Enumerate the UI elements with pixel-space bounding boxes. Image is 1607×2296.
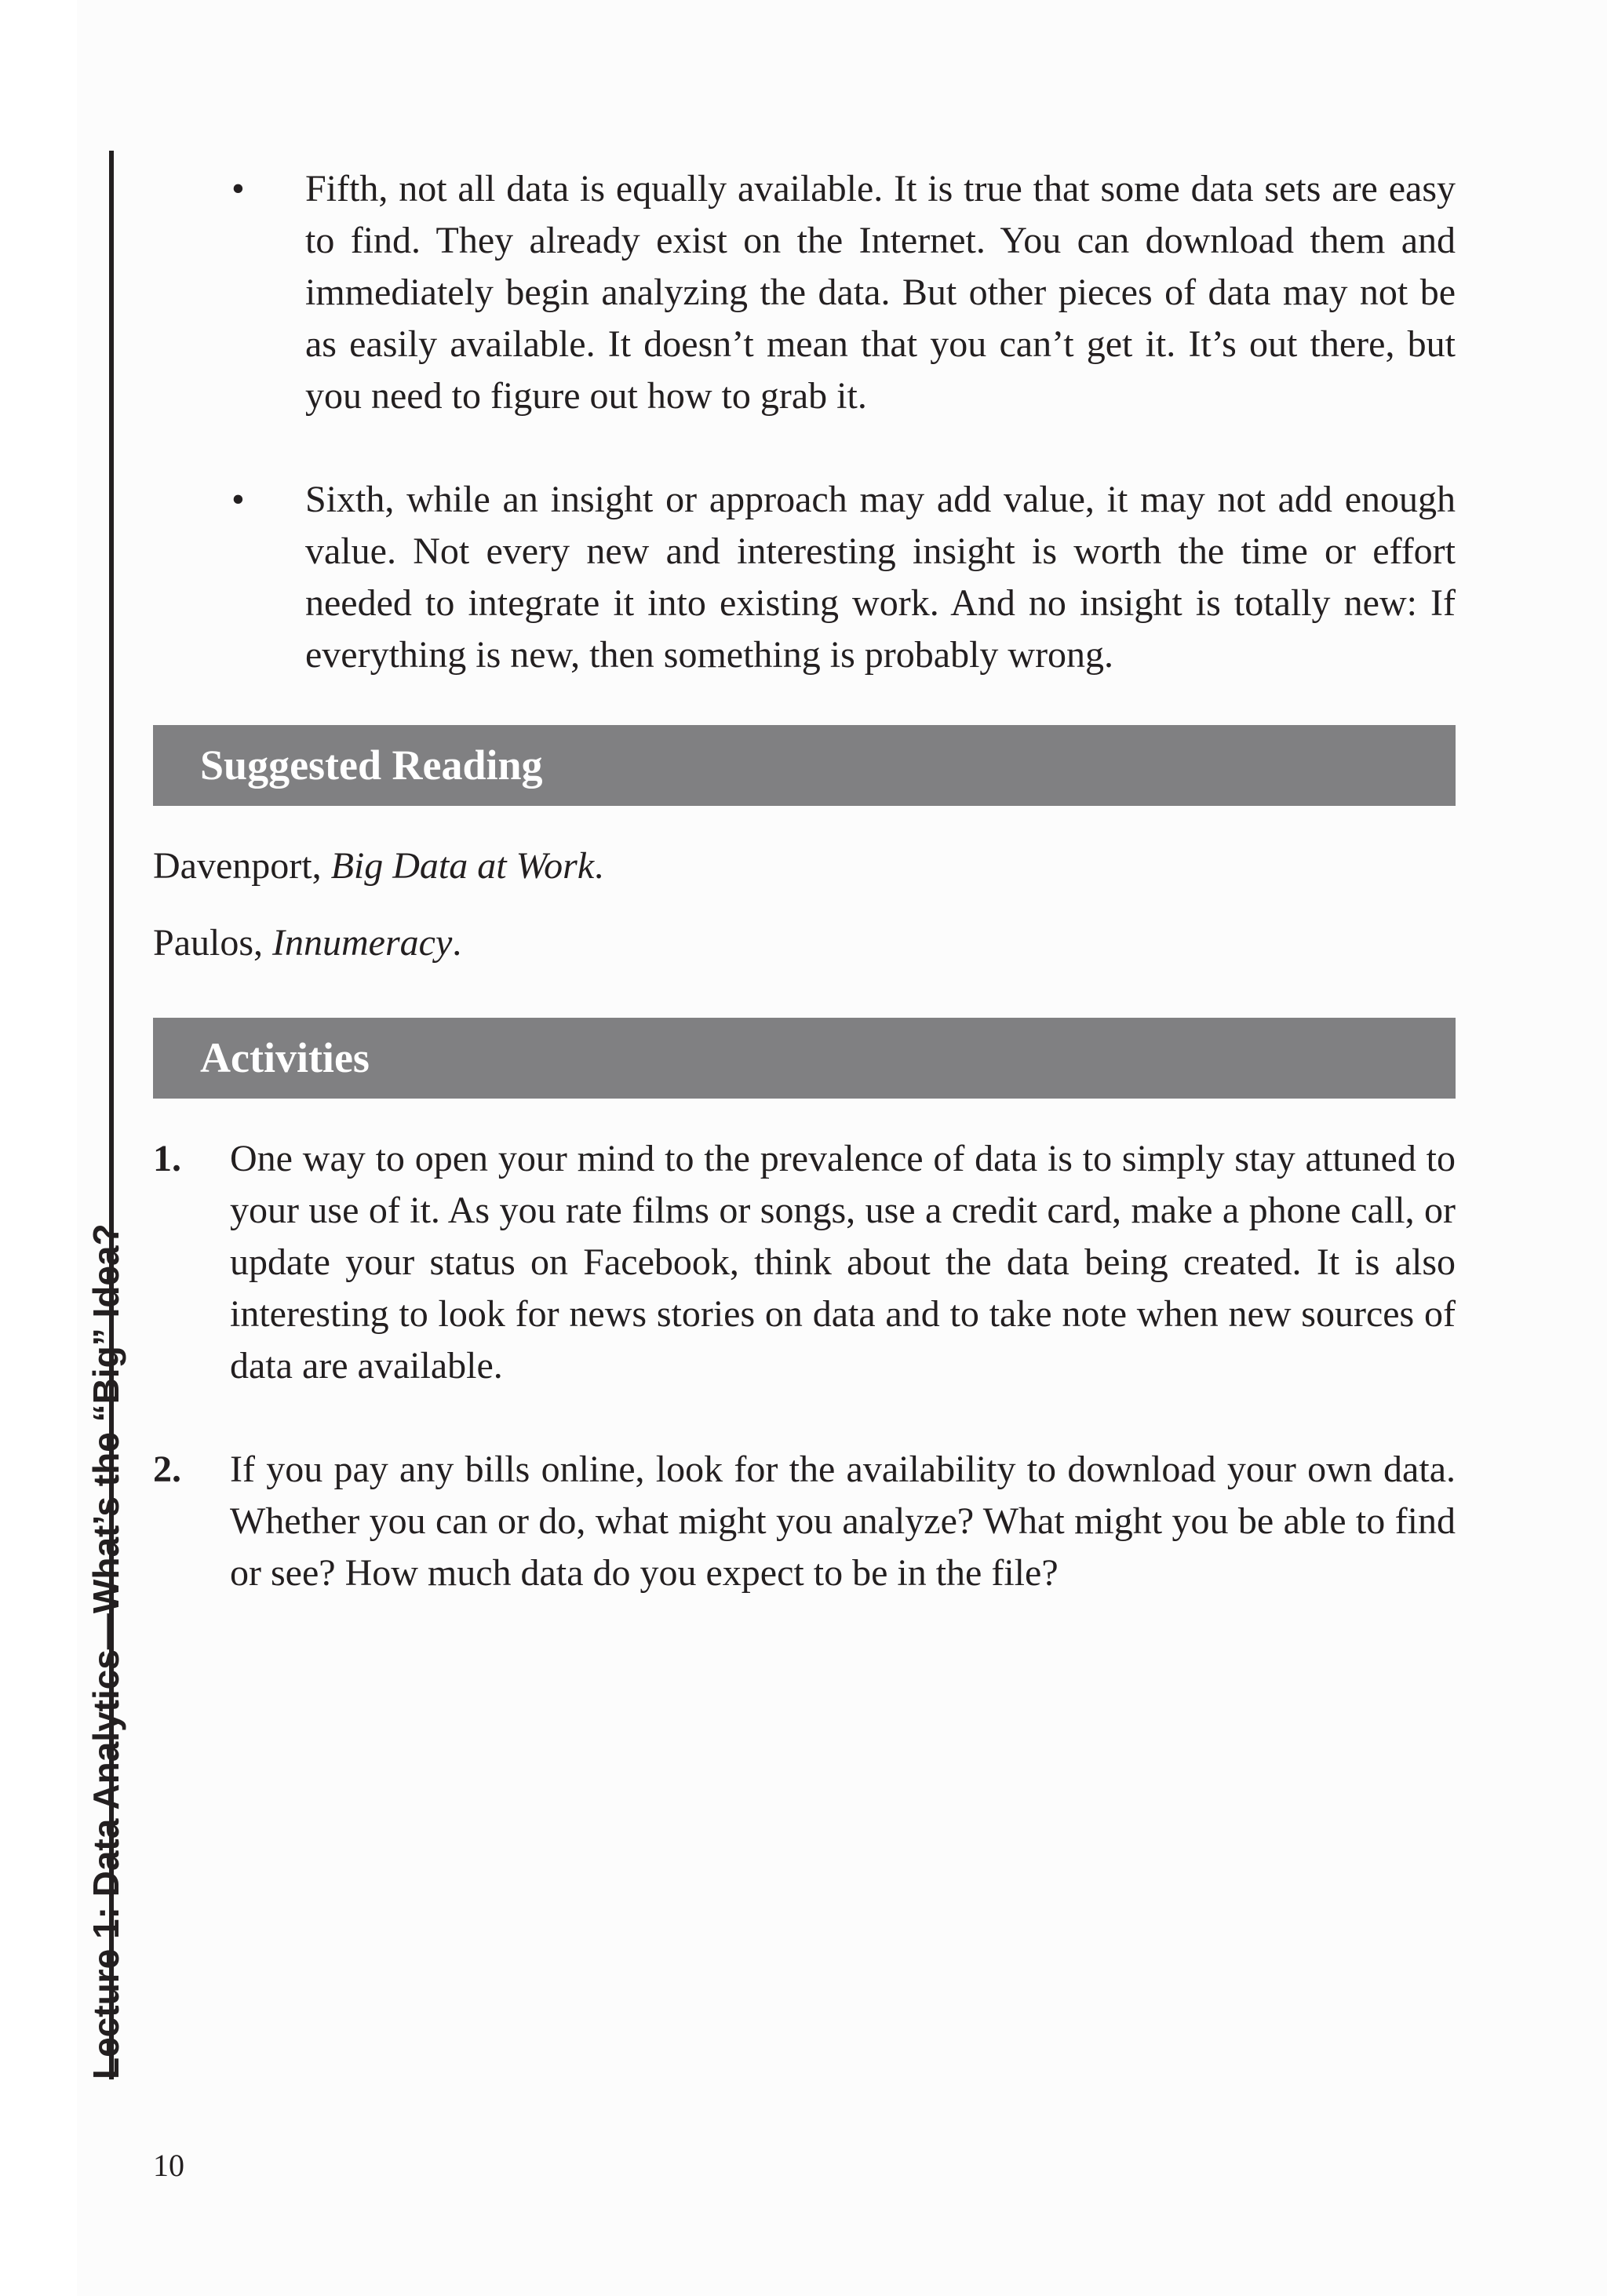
bullet-text: Sixth, while an insight or approach may add value, it may not add enough value. Not every new and interesting insight is worth the time or effort needed to integrate it into existing work. And no insight is totally new: If everything is new, then something is probably wrong. bbox=[305, 479, 1456, 676]
reading-list bbox=[153, 840, 1456, 969]
list-item bbox=[153, 1133, 1456, 1392]
reading-title: Innumeracy bbox=[272, 922, 453, 964]
activity-text: If you pay any bills online, look for the availability to download your own data. Whether you can or do, what might you analyze? What might you be able to find or see? How much data do you expect to be in the file? bbox=[230, 1449, 1456, 1594]
activity-text: One way to open your mind to the prevalence of data is to simply stay attuned to your use of it. As you rate films or songs, use a credit card, make a phone call, or update your status on Facebook, think about the data being created. It is also interesting to look for news stories on data and to take note when new sources of data are available. bbox=[230, 1138, 1456, 1387]
list-item bbox=[153, 1444, 1456, 1599]
reading-author: Davenport, bbox=[153, 845, 331, 887]
bullet-marker: • bbox=[231, 168, 245, 210]
reading-item bbox=[153, 840, 1456, 892]
reading-end: . bbox=[452, 922, 462, 964]
running-head: Lecture 1: Data Analytics—What’s the “Big” Idea? bbox=[86, 1223, 126, 2079]
section-heading-suggested-reading: Suggested Reading bbox=[153, 725, 1456, 806]
activity-number: 1. bbox=[153, 1138, 181, 1179]
list-item bbox=[153, 163, 1456, 422]
list-item bbox=[153, 474, 1456, 681]
reading-item bbox=[153, 917, 1456, 969]
activity-list bbox=[153, 1133, 1456, 1599]
page-content bbox=[153, 163, 1456, 1651]
reading-author: Paulos, bbox=[153, 922, 273, 964]
bullet-text: Fifth, not all data is equally available. It is true that some data sets are easy to find. They already exist on the Internet. You can download them and immediately begin analyzing the data. But other pieces of data may not be as easily available. It doesn’t mean that you can’t get it. It’s out there, but you need to figure out how to grab it. bbox=[305, 168, 1456, 417]
page-number: 10 bbox=[153, 2148, 184, 2183]
bullet-marker: • bbox=[231, 479, 245, 520]
reading-end: . bbox=[594, 845, 604, 887]
section-heading-activities: Activities bbox=[153, 1018, 1456, 1099]
activity-number: 2. bbox=[153, 1449, 181, 1490]
bullet-list bbox=[153, 163, 1456, 681]
reading-title: Big Data at Work bbox=[330, 845, 595, 887]
